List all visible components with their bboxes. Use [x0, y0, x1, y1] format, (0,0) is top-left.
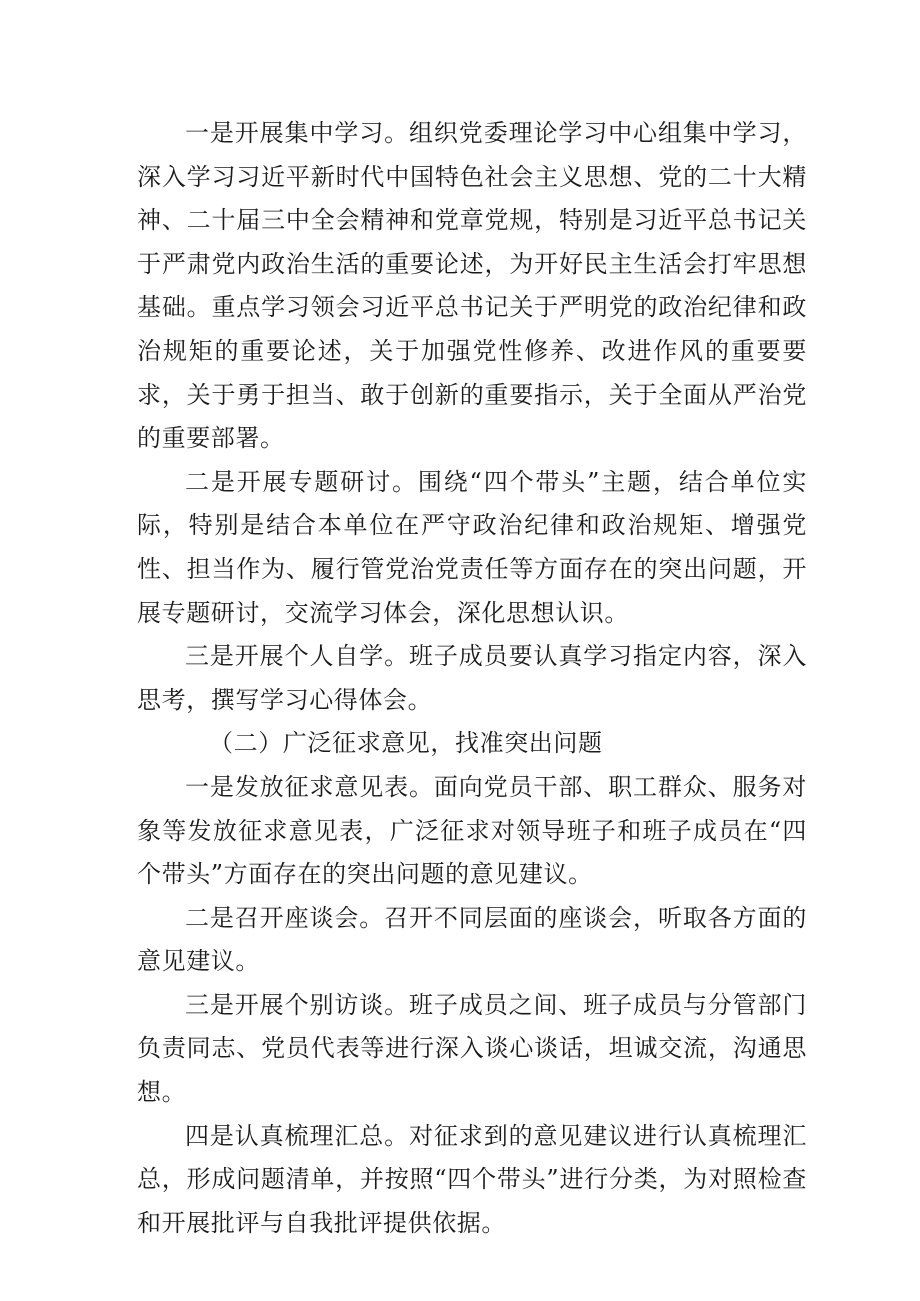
paragraph-symposium: 二是召开座谈会。召开不同层面的座谈会，听取各方面的意见建议。	[137, 903, 807, 976]
paragraph-self-study: 三是开展个人自学。班子成员要认真学习指定内容，深入思考，撰写学习心得体会。	[137, 642, 807, 714]
paragraph-thematic-discussion: 二是开展专题研讨。围绕“四个带头”主题，结合单位实际，特别是结合本单位在严守政治纪律和政治规矩、增强党性、担当作为、履行管党治党责任等方面存在的突出问题，开展专题研讨，交流学习体会，深化思想认识。	[137, 467, 807, 627]
paragraph-opinion-form: 一是发放征求意见表。面向党员干部、职工群众、服务对象等发放征求意见表，广泛征求对领导班子和班子成员在“四个带头”方面存在的突出问题的意见建议。	[137, 772, 807, 889]
paragraph-interviews: 三是开展个别访谈。班子成员之间、班子成员与分管部门负责同志、党员代表等进行深入谈心谈话，坦诚交流，沟通思想。	[137, 990, 807, 1107]
paragraph-centralized-study: 一是开展集中学习。组织党委理论学习中心组集中学习，深入学习习近平新时代中国特色社会主义思想、党的二十大精神、二十届三中全会精神和党章党规，特别是习近平总书记关于严肃党内政治生活的重要论述，为开好民主生活会打牢思想基础。重点学习领会习近平总书记关于严明党的政治纪律和政治规矩的重要论述，关于加强党性修养、改进作风的重要要求，关于勇于担当、敢于创新的重要指示，关于全面从严治党的重要部署。	[137, 119, 807, 453]
paragraph-summary: 四是认真梳理汇总。对征求到的意见建议进行认真梳理汇总，形成问题清单，并按照“四个带头”进行分类，为对照检查和开展批评与自我批评提供依据。	[137, 1121, 807, 1237]
section-heading: （二）广泛征求意见，找准突出问题	[209, 729, 603, 758]
document-body	[137, 112, 807, 1245]
